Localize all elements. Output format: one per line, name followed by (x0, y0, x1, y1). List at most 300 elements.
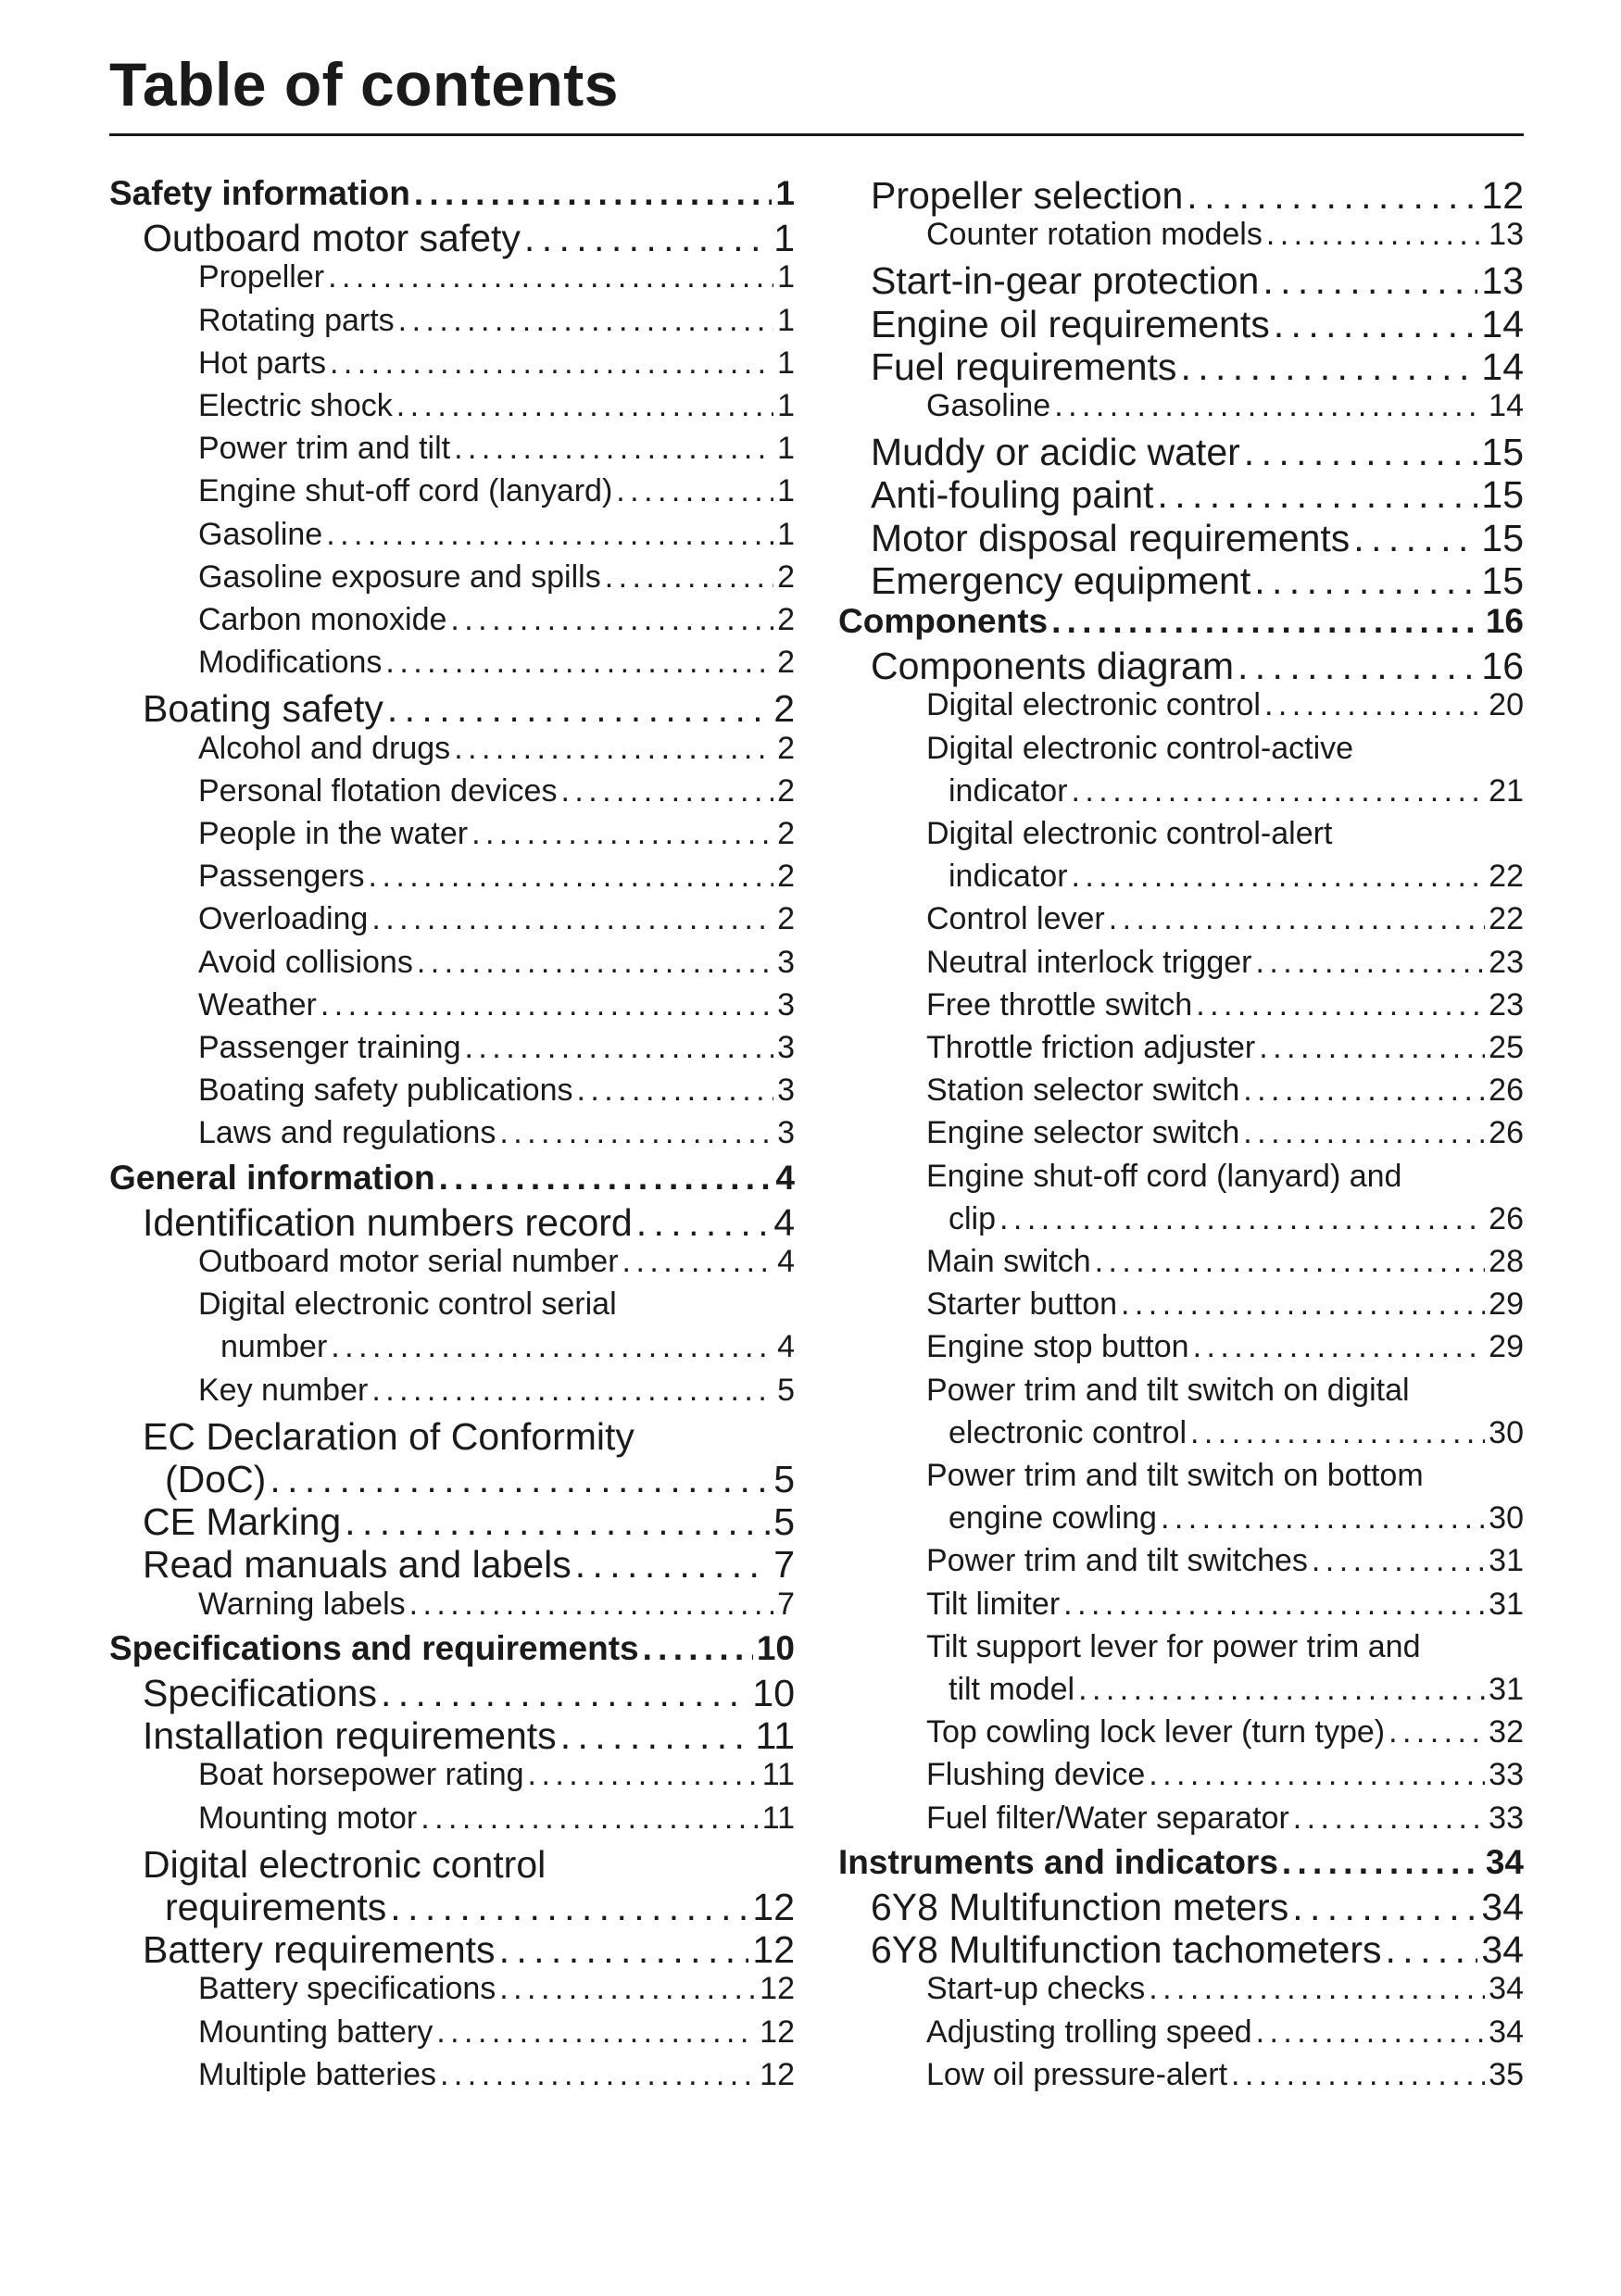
toc-page-number: 1 (777, 516, 795, 552)
toc-entry[interactable] (871, 303, 1524, 346)
toc-page-number: 14 (1481, 302, 1524, 345)
dot-leader (1264, 687, 1485, 723)
dot-leader (1266, 217, 1485, 253)
toc-entry[interactable] (926, 1714, 1524, 1750)
toc-entry[interactable] (198, 431, 795, 467)
toc-page-number: 2 (777, 645, 795, 681)
page-title: Table of contents (109, 50, 619, 119)
toc-page-number: 23 (1489, 986, 1524, 1023)
toc-page-number: 32 (1489, 1714, 1524, 1750)
dot-leader (560, 1714, 752, 1758)
toc-entry[interactable] (198, 1373, 795, 1409)
toc-page-number: 22 (1489, 901, 1524, 937)
dot-leader (1109, 901, 1485, 937)
dot-leader (643, 1629, 753, 1668)
toc-entry[interactable] (926, 1587, 1524, 1623)
toc-entry[interactable] (143, 1672, 795, 1715)
toc-entry-continuation[interactable] (949, 859, 1524, 895)
toc-entry-title: Warning labels (198, 1586, 406, 1622)
toc-entry[interactable] (143, 217, 795, 260)
toc-entry-title: Tilt limiter (926, 1586, 1061, 1622)
toc-entry[interactable] (198, 2057, 795, 2093)
toc-entry-title: Outboard motor serial number (198, 1244, 619, 1279)
toc-entry[interactable] (926, 987, 1524, 1023)
toc-entry-title: Outboard motor safety (143, 217, 521, 260)
toc-entry[interactable] (871, 645, 1524, 688)
toc-page-number: 1 (773, 217, 795, 260)
toc-page-number: 30 (1489, 1500, 1524, 1537)
toc-page-number: 4 (773, 1200, 795, 1244)
toc-entry[interactable] (198, 816, 795, 852)
toc-entry-title: Digital electronic control-active (926, 730, 1354, 766)
dot-leader (616, 473, 773, 509)
toc-entry-continuation[interactable] (949, 1415, 1524, 1451)
toc-entry-continuation[interactable] (949, 773, 1524, 809)
toc-page-number: 31 (1489, 1543, 1524, 1579)
dot-leader (330, 345, 773, 382)
toc-entry-title: Starter button (926, 1286, 1118, 1323)
dot-leader (524, 217, 770, 260)
toc-page-number: 12 (752, 1928, 795, 1972)
toc-section-heading[interactable] (109, 174, 795, 213)
toc-page-number: 31 (1489, 1672, 1524, 1707)
dot-leader (1243, 1115, 1485, 1151)
dot-leader (1051, 602, 1482, 641)
toc-page-number: 26 (1489, 1115, 1524, 1151)
toc-page-number: 29 (1489, 1329, 1524, 1365)
toc-entry-title: People in the water (198, 816, 469, 851)
toc-page-number: 34 (1489, 1971, 1524, 2007)
toc-page-number: 30 (1489, 1414, 1524, 1450)
toc-entry[interactable] (871, 345, 1524, 389)
toc-entry-title: Power trim and tilt switch on bottom (926, 1458, 1424, 1493)
toc-entry-title: Throttle friction adjuster (926, 1030, 1256, 1065)
toc-entry-title: Fuel filter/Water separator (926, 1800, 1289, 1836)
toc-entry-title: Boat horsepower rating (198, 1757, 524, 1793)
toc-entry[interactable] (198, 559, 795, 596)
toc-entry[interactable] (198, 1244, 795, 1280)
toc-entry-title: Digital electronic control (143, 1842, 547, 1886)
toc-page-number: 31 (1489, 1586, 1524, 1622)
toc-entry-title: 6Y8 Multifunction meters (871, 1886, 1289, 1928)
toc-entry-title: Overloading (198, 901, 369, 937)
dot-leader (528, 1757, 759, 1793)
dot-leader (1238, 645, 1477, 688)
toc-page-number: 3 (777, 1115, 795, 1151)
toc-page-number: 2 (777, 558, 795, 595)
toc-entry[interactable] (871, 259, 1524, 303)
toc-section-heading[interactable] (838, 1843, 1524, 1882)
toc-page-number: 11 (761, 1800, 795, 1836)
dot-leader (381, 1672, 748, 1715)
dot-leader (1254, 559, 1477, 603)
toc-page-number: 34 (1489, 2014, 1524, 2050)
dot-leader (1190, 1415, 1485, 1451)
toc-entry-title-continued: indicator (949, 772, 1068, 809)
toc-entry-title: Mounting motor (198, 1800, 418, 1836)
dot-leader (454, 731, 773, 767)
toc-entry-title-continued: (DoC) (165, 1458, 267, 1500)
toc-entry-title: Hot parts (198, 345, 326, 381)
dot-leader (390, 1886, 748, 1929)
toc-page-number: 29 (1489, 1286, 1524, 1323)
toc-entry-title: Gasoline exposure and spills (198, 558, 601, 595)
toc-entry-title: Specifications and requirements (109, 1628, 639, 1667)
dot-leader (1231, 2057, 1485, 2093)
toc-entry-title: Battery requirements (143, 1928, 496, 1972)
dot-leader (1293, 1800, 1485, 1837)
toc-page-number: 11 (761, 1757, 795, 1793)
dot-leader (1157, 473, 1477, 517)
dot-leader (421, 1800, 758, 1837)
toc-entry-title: Boating safety (143, 687, 383, 731)
dot-leader (1256, 2014, 1486, 2051)
toc-entry[interactable] (198, 1971, 795, 2007)
toc-page-number: 12 (1481, 174, 1524, 217)
dot-leader (636, 1201, 770, 1245)
toc-entry[interactable] (871, 559, 1524, 603)
toc-entry-title-continued: indicator (949, 859, 1068, 895)
toc-entry[interactable] (871, 473, 1524, 517)
dot-leader (369, 859, 774, 895)
toc-entry-continuation[interactable] (220, 1329, 795, 1365)
dot-leader (575, 1543, 770, 1587)
toc-section-heading[interactable] (109, 1159, 795, 1198)
toc-section-heading[interactable] (109, 1629, 795, 1668)
toc-entry-title: Key number (198, 1372, 369, 1408)
toc-entry[interactable] (198, 345, 795, 382)
toc-entry-title: Mounting battery (198, 2014, 434, 2050)
toc-entry-title: Power trim and tilt (198, 431, 451, 467)
toc-entry-continuation[interactable] (165, 1458, 795, 1501)
toc-page-number: 16 (1481, 645, 1524, 688)
toc-entry-title: Top cowling lock lever (turn type) (926, 1714, 1386, 1750)
toc-entry[interactable] (871, 1928, 1524, 1972)
toc-entry[interactable] (926, 1757, 1524, 1793)
dot-leader (605, 559, 773, 596)
toc-page-number: 25 (1489, 1030, 1524, 1065)
dot-leader (1187, 174, 1477, 218)
toc-entry[interactable] (926, 1159, 1401, 1195)
toc-entry[interactable] (926, 901, 1524, 937)
toc-entry-title: Read manuals and labels (143, 1543, 572, 1587)
toc-page-number: 20 (1489, 687, 1524, 723)
toc-entry-title-continued: engine cowling (949, 1500, 1157, 1537)
toc-entry[interactable] (198, 773, 795, 809)
toc-page-number: 14 (1489, 388, 1524, 423)
toc-entry[interactable] (926, 1115, 1524, 1151)
toc-page-number: 16 (1485, 602, 1524, 640)
toc-entry-title: Electric shock (198, 388, 393, 423)
toc-entry-title: Propeller (198, 259, 325, 295)
toc-entry[interactable] (198, 645, 795, 681)
toc-entry[interactable] (198, 987, 795, 1023)
dot-leader (1255, 945, 1485, 981)
dot-leader (436, 2014, 756, 2051)
toc-entry-title: Engine shut-off cord (lanyard) and (926, 1158, 1402, 1194)
toc-entry-title: Fuel requirements (871, 345, 1177, 388)
toc-page-number: 4 (777, 1244, 795, 1279)
toc-entry[interactable] (926, 1629, 1421, 1665)
dot-leader (439, 1159, 773, 1198)
toc-entry-title: Components (838, 602, 1049, 640)
dot-leader (1196, 987, 1485, 1023)
toc-entry[interactable] (926, 1030, 1524, 1066)
toc-entry[interactable] (926, 687, 1524, 723)
toc-page-number: 34 (1485, 1842, 1524, 1881)
toc-entry-title: Digital electronic control-alert (926, 816, 1333, 851)
toc-entry-title: Tilt support lever for power trim and (926, 1628, 1421, 1664)
dot-leader (1149, 1971, 1485, 2007)
dot-leader (371, 901, 773, 937)
dot-leader (1389, 1714, 1485, 1750)
toc-entry-title: Components diagram (871, 645, 1234, 688)
toc-page-number: 7 (773, 1543, 795, 1587)
toc-entry[interactable] (198, 388, 795, 424)
toc-entry-title: Adjusting trolling speed (926, 2014, 1252, 2050)
toc-entry[interactable] (198, 303, 795, 339)
toc-entry-title: Flushing device (926, 1757, 1146, 1793)
toc-entry[interactable] (926, 1373, 1410, 1409)
toc-entry-title: Start-in-gear protection (871, 259, 1260, 303)
toc-entry[interactable] (198, 1286, 617, 1323)
toc-entry-title: Alcohol and drugs (198, 730, 451, 766)
dot-leader (1292, 1886, 1477, 1929)
toc-entry[interactable] (926, 1800, 1524, 1837)
dot-leader (320, 987, 773, 1023)
toc-entry-title: Motor disposal requirements (871, 516, 1351, 559)
toc-page-number: 15 (1481, 473, 1524, 517)
toc-entry[interactable] (143, 1843, 546, 1887)
dot-leader (409, 1587, 773, 1623)
toc-entry-title-continued: tilt model (949, 1672, 1075, 1707)
toc-entry-title: Gasoline (926, 388, 1051, 423)
dot-leader (499, 1971, 756, 2007)
dot-leader (499, 1115, 773, 1151)
toc-page-number: 13 (1481, 259, 1524, 303)
toc-page-number: 33 (1489, 1800, 1524, 1836)
toc-entry[interactable] (926, 1329, 1524, 1365)
toc-entry-title: Engine stop button (926, 1329, 1189, 1365)
toc-entry-title: Digital electronic control serial (198, 1286, 617, 1323)
toc-page-number: 3 (777, 1030, 795, 1065)
toc-page-number: 7 (777, 1586, 795, 1622)
dot-leader (1161, 1500, 1485, 1537)
toc-entry[interactable] (198, 1800, 795, 1837)
toc-section-heading[interactable] (838, 602, 1524, 641)
toc-entry[interactable] (143, 1928, 795, 1972)
toc-entry[interactable] (198, 1587, 795, 1623)
toc-page-number: 2 (777, 859, 795, 895)
toc-page-number: 13 (1489, 217, 1524, 253)
toc-page-number: 35 (1489, 2056, 1524, 2092)
dot-leader (1312, 1543, 1485, 1579)
dot-leader (1072, 859, 1486, 895)
dot-leader (1095, 1244, 1486, 1280)
toc-entry-title: Multiple batteries (198, 2056, 437, 2092)
toc-page-number: 1 (777, 259, 795, 295)
title-rule (109, 133, 1524, 136)
toc-entry[interactable] (926, 1244, 1524, 1280)
toc-entry[interactable] (143, 1415, 635, 1459)
dot-leader (1121, 1286, 1485, 1323)
dot-leader (1353, 517, 1477, 560)
toc-entry-title: Control lever (926, 901, 1105, 937)
toc-entry[interactable] (871, 431, 1524, 474)
toc-page-number: 2 (777, 816, 795, 851)
dot-leader (1193, 1329, 1486, 1365)
toc-entry-title: Instruments and indicators (838, 1842, 1278, 1881)
toc-page-number: 22 (1489, 859, 1524, 895)
toc-entry-title: Counter rotation models (926, 217, 1263, 253)
toc-entry[interactable] (926, 945, 1524, 981)
toc-entry-title: Installation requirements (143, 1714, 557, 1758)
dot-leader (440, 2057, 756, 2093)
toc-page-number: 1 (777, 431, 795, 467)
toc-entry-title: General information (109, 1158, 435, 1197)
toc-page-number: 2 (777, 901, 795, 937)
dot-leader (326, 517, 773, 553)
toc-page-number: 2 (777, 772, 795, 809)
toc-entry[interactable] (926, 1971, 1524, 2007)
toc-entry[interactable] (926, 2014, 1524, 2051)
toc-entry[interactable] (198, 2014, 795, 2051)
dot-leader (414, 174, 773, 213)
toc-entry-title: Muddy or acidic water (871, 431, 1240, 474)
dot-leader (1259, 1030, 1485, 1066)
toc-entry[interactable] (198, 1757, 795, 1793)
toc-entry-title: Identification numbers record (143, 1200, 633, 1244)
toc-entry-title: Carbon monoxide (198, 602, 447, 637)
toc-page-number: 23 (1489, 944, 1524, 980)
toc-entry[interactable] (143, 1543, 795, 1587)
toc-entry-title: Engine selector switch (926, 1115, 1240, 1151)
toc-entry[interactable] (198, 473, 795, 509)
dot-leader (1078, 1672, 1485, 1708)
toc-page-number: 1 (775, 174, 795, 212)
toc-entry-title: Avoid collisions (198, 944, 413, 980)
toc-entry-title: EC Declaration of Conformity (143, 1414, 635, 1458)
toc-entry-continuation[interactable] (949, 1201, 1524, 1237)
toc-entry-title: Engine shut-off cord (lanyard) (198, 473, 613, 509)
dot-leader (499, 1928, 749, 1972)
toc-page-number: 3 (777, 1073, 795, 1109)
toc-entry[interactable] (926, 816, 1332, 852)
toc-entry-title: Digital electronic control (926, 687, 1261, 723)
toc-page-number: 2 (773, 687, 795, 731)
toc-page-number: 5 (773, 1458, 795, 1500)
toc-page-number: 11 (755, 1714, 795, 1758)
toc-entry[interactable] (926, 1286, 1524, 1323)
toc-page-number: 1 (777, 388, 795, 423)
toc-entry-title: 6Y8 Multifunction tachometers (871, 1928, 1382, 1972)
toc-entry-continuation[interactable] (949, 1500, 1524, 1537)
toc-entry[interactable] (926, 2057, 1524, 2093)
toc-page-number: 10 (752, 1672, 795, 1714)
dot-leader (1072, 773, 1486, 809)
toc-entry[interactable] (926, 388, 1524, 424)
toc-page-number: 14 (1481, 345, 1524, 388)
toc-entry[interactable] (198, 901, 795, 937)
dot-leader (1054, 388, 1485, 424)
toc-entry[interactable] (871, 1886, 1524, 1929)
toc-page-number: 4 (777, 1329, 795, 1365)
toc-page-number: 12 (760, 2014, 795, 2050)
toc-entry-title: Passenger training (198, 1030, 461, 1065)
toc-page-number: 2 (777, 730, 795, 766)
toc-page-number: 1 (777, 473, 795, 509)
toc-entry-title: Boating safety publications (198, 1073, 573, 1109)
toc-page-number: 28 (1489, 1244, 1524, 1279)
toc-entry[interactable] (926, 731, 1353, 767)
toc-entry[interactable] (198, 517, 795, 553)
toc-entry[interactable] (198, 945, 795, 981)
dot-leader (1243, 1073, 1485, 1109)
toc-entry[interactable] (198, 259, 795, 295)
toc-page-number: 15 (1481, 431, 1524, 474)
dot-leader (345, 1500, 770, 1544)
toc-page-number: 5 (777, 1372, 795, 1408)
toc-entry-title: Anti-fouling paint (871, 473, 1154, 517)
toc-entry-title: Safety information (109, 174, 410, 212)
toc-page-number: 34 (1481, 1928, 1524, 1972)
dot-leader (471, 816, 773, 852)
toc-entry[interactable] (198, 1073, 795, 1109)
toc-entry[interactable] (926, 217, 1524, 253)
dot-leader (328, 259, 773, 295)
dot-leader (417, 945, 773, 981)
toc-page-number: 3 (777, 944, 795, 980)
toc-entry[interactable] (926, 1543, 1524, 1579)
toc-entry-continuation[interactable] (165, 1886, 795, 1929)
toc-entry-continuation[interactable] (949, 1672, 1524, 1708)
toc-entry-title: Station selector switch (926, 1073, 1240, 1109)
toc-page-number: 15 (1481, 516, 1524, 559)
toc-page-number: 1 (777, 302, 795, 338)
toc-entry[interactable] (871, 517, 1524, 560)
toc-entry-title: Power trim and tilt switches (926, 1543, 1308, 1579)
toc-entry[interactable] (143, 1201, 795, 1245)
toc-entry-title: Laws and regulations (198, 1115, 496, 1151)
dot-leader (1149, 1757, 1485, 1793)
toc-page-number: 12 (760, 1971, 795, 2007)
toc-entry[interactable] (926, 1458, 1424, 1494)
toc-entry[interactable] (143, 687, 795, 731)
dot-leader (371, 1373, 773, 1409)
toc-entry-title: Personal flotation devices (198, 772, 558, 809)
toc-entry[interactable] (143, 1714, 795, 1758)
toc-entry[interactable] (198, 1115, 795, 1151)
dot-leader (398, 303, 773, 339)
toc-entry-title: Gasoline (198, 516, 323, 552)
toc-entry-title-continued: clip (949, 1200, 997, 1236)
toc-entry-title: CE Marking (143, 1500, 342, 1544)
toc-entry-title: Specifications (143, 1672, 377, 1714)
dot-leader (1180, 345, 1477, 389)
toc-page-number: 21 (1489, 772, 1524, 809)
toc-entry[interactable] (198, 602, 795, 638)
toc-entry[interactable] (198, 1030, 795, 1066)
dot-leader (1263, 259, 1477, 303)
toc-entry[interactable] (871, 174, 1524, 218)
toc-page-number: 26 (1489, 1200, 1524, 1236)
toc-entry[interactable] (143, 1500, 795, 1544)
toc-entry[interactable] (198, 859, 795, 895)
toc-entry[interactable] (198, 731, 795, 767)
dot-leader (1282, 1843, 1482, 1882)
toc-entry[interactable] (926, 1073, 1524, 1109)
toc-entry-title-continued: requirements (165, 1886, 387, 1928)
